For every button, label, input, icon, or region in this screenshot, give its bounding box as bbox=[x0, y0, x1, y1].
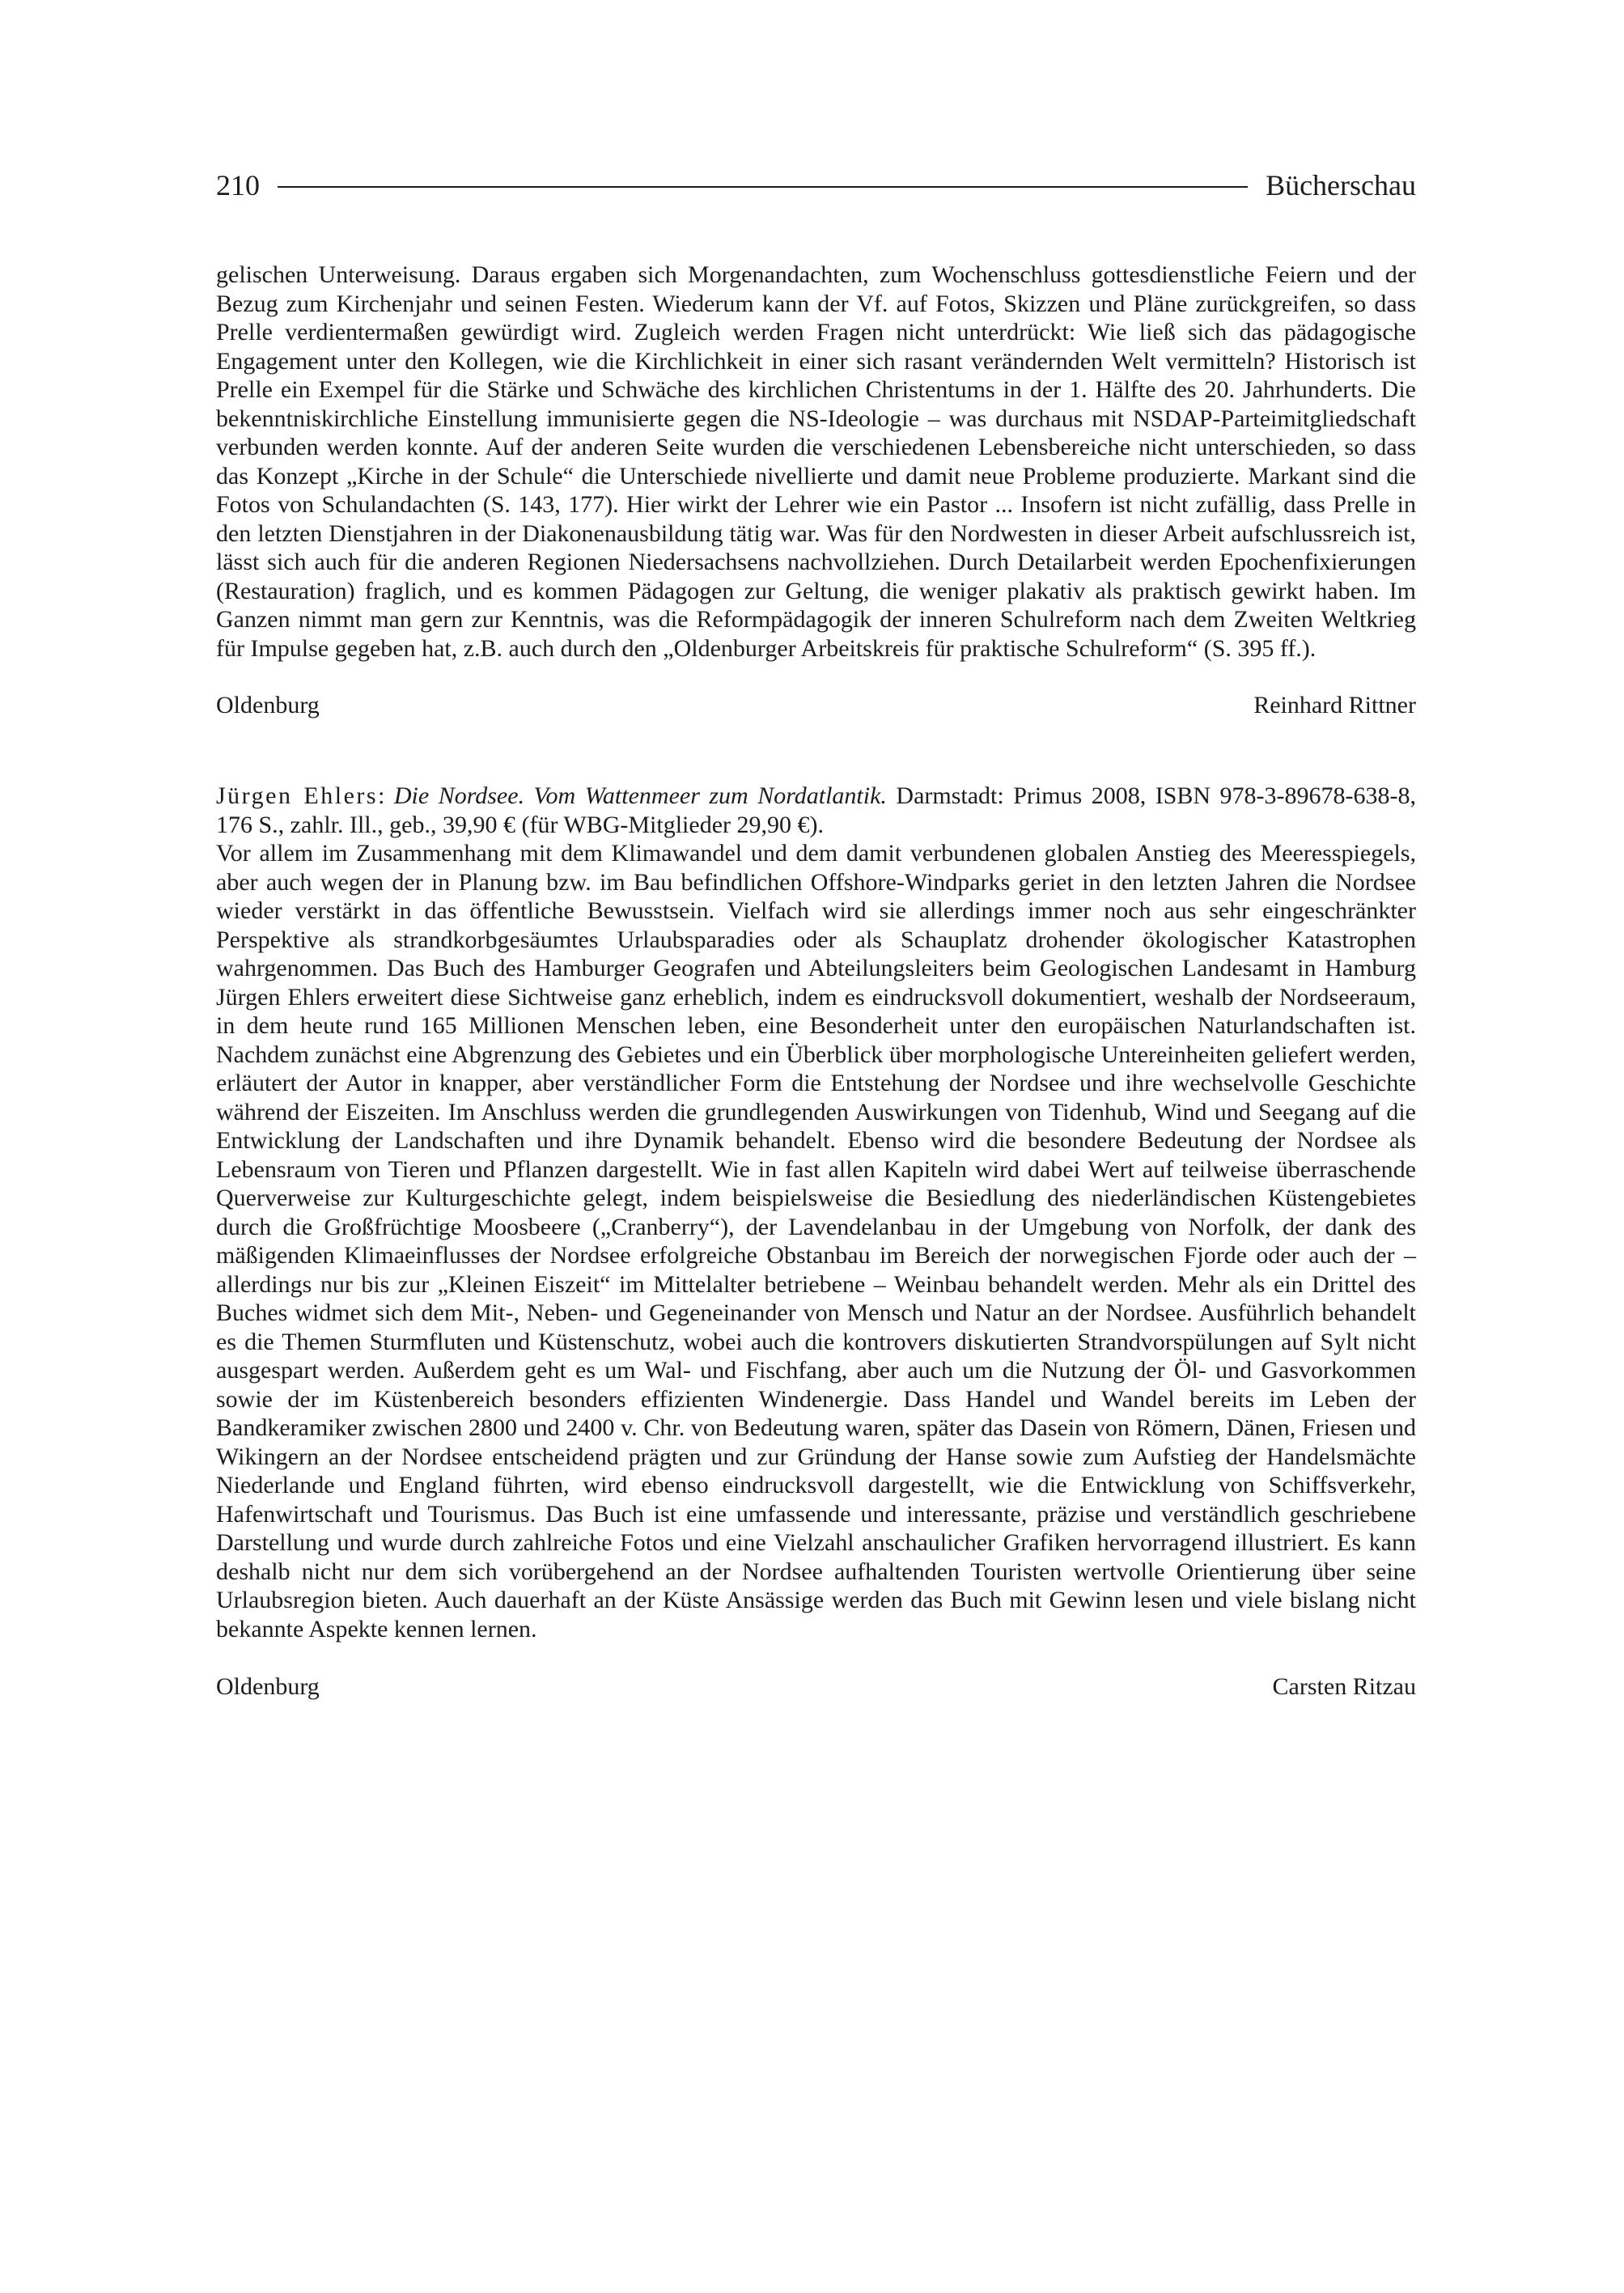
header-rule bbox=[278, 186, 1248, 188]
running-header bbox=[216, 165, 1416, 206]
review-2-signature bbox=[216, 1672, 1416, 1702]
review-2-bibliography: Jürgen Ehlers: Die Nordsee. Vom Wattenmeer zum Nordatlantik. Darmstadt: Primus 2008, ISBN 978-3-89678-638-8, 176 S., zahlr. Ill., geb., 39,90 € (für WBG-Mitglieder 29,90 €). bbox=[216, 782, 1416, 838]
review-2-book-details: Darmstadt: Primus 2008, ISBN 978-3-89678-638-8, 176 S., zahlr. Ill., geb., 39,90 € (für WBG-Mitglieder 29,90 €). bbox=[216, 782, 1416, 838]
review-2-reviewer: Carsten Ritzau bbox=[1272, 1673, 1416, 1700]
page-number: 210 bbox=[216, 169, 260, 201]
review-2-place: Oldenburg bbox=[216, 1673, 320, 1700]
review-2-text: Vor allem im Zusammenhang mit dem Klimawandel und dem damit verbundenen globalen Anstieg des Meeresspiegels, aber auch wegen der in Planung bzw. im Bau befindlichen Offshore-Windparks geriet in den letzten Jahren die Nordsee wieder verstärkt in das öffentliche Bewusstsein. Vielfach wird sie allerdings immer noch aus sehr eingeschränkter Perspektive als strandkorbgesäumtes Urlaubsparadies oder als Schauplatz drohender ökologischer Katastrophen wahrgenommen. Das Buch des Hamburger Geografen und Abteilungsleiters beim Geologischen Landesamt in Hamburg Jürgen Ehlers erweitert diese Sichtweise ganz erheblich, indem es eindrucksvoll dokumentiert, weshalb der Nordseeraum, in dem heute rund 165 Millionen Menschen leben, eine Besonderheit unter den europäischen Naturlandschaften ist. Nachdem zunächst eine Abgrenzung des Gebietes und ein Überblick über morphologische Untereinheiten geliefert werden, erläutert der Autor in knapper, aber verständlicher Form die Entstehung der Nordsee und ihre wechselvolle Geschichte während der Eiszeiten. Im Anschluss werden die grundlegenden Auswirkungen von Tidenhub, Wind und Seegang auf die Entwicklung der Landschaften und ihre Dynamik behandelt. Ebenso wird die besondere Bedeutung der Nordsee als Lebensraum von Tieren und Pflanzen dargestellt. Wie in fast allen Kapiteln wird dabei Wert auf teilweise überraschende Querverweise zur Kulturgeschichte gelegt, indem beispielsweise die Besiedlung des niederländischen Küstengebietes durch die Großfrüchtige Moosbeere („Cranberry“), der Lavendelanbau in der Umgebung von Norfolk, der dank des mäßigenden Klimaeinflusses der Nordsee erfolgreiche Obstanbau im Bereich der norwegischen Fjorde oder auch der – allerdings nur bis zur „Kleinen Eiszeit“ im Mittelalter betriebene – Weinbau behandelt werden. Mehr als ein Drittel des Buches widmet sich dem Mit-, Neben- und Gegeneinander von Mensch und Natur an der Nordsee. Ausführlich behandelt es die Themen Sturmfluten und Küstenschutz, wobei auch die kontrovers diskutierten Strandvorspülungen auf Sylt nicht ausgespart werden. Außerdem geht es um Wal- und Fischfang, aber auch um die Nutzung der Öl- und Gasvorkommen sowie der im Küstenbereich besonders effizienten Windenergie. Dass Handel und Wandel bereits im Leben der Bandkeramiker zwischen 2800 und 2400 v. Chr. von Bedeutung waren, später das Dasein von Römern, Dänen, Friesen und Wikingern an der Nordsee entscheidend prägten und zur Gründung der Hanse sowie zum Aufstieg der Handelsmächte Niederlande und England führten, wird ebenso eindrucksvoll dargestellt, wie die Entwicklung von Schiffsverkehr, Hafenwirtschaft und Tourismus. Das Buch ist eine umfassende und interessante, präzise und verständlich geschriebene Darstellung und wurde durch zahlreiche Fotos und eine Vielzahl anschaulicher Grafiken hervorragend illustriert. Es kann deshalb nicht nur dem sich vorübergehend an der Nordsee aufhaltenden Touristen wertvolle Orientierung über seine Urlaubsregion bieten. Auch dauerhaft an der Küste Ansässige werden das Buch mit Gewinn lesen und viele bislang nicht bekannte Aspekte kennen lernen. bbox=[216, 840, 1416, 1642]
review-2-author: Jürgen Ehlers bbox=[216, 782, 379, 809]
review-2-book-title: Die Nordsee. Vom Wattenmeer zum Nordatlantik. bbox=[393, 782, 887, 809]
review-1-reviewer: Reinhard Rittner bbox=[1253, 692, 1416, 718]
section-title: Bücherschau bbox=[1266, 169, 1416, 201]
review-1-text: gelischen Unterweisung. Daraus ergaben sich Morgenandachten, zum Wochenschluss gottesdienstliche Feiern und der Bezug zum Kirchenjahr und seinen Festen. Wiederum kann der Vf. auf Fotos, Skizzen und Pläne zurückgreifen, so dass Prelle verdientermaßen gewürdigt wird. Zugleich werden Fragen nicht unterdrückt: Wie ließ sich das pädagogische Engagement unter den Kollegen, wie die Kirchlichkeit in einer sich rasant verändernden Welt vermitteln? Historisch ist Prelle ein Exempel für die Stärke und Schwäche des kirchlichen Christentums in der 1. Hälfte des 20. Jahrhunderts. Die bekenntniskirchliche Einstellung immunisierte gegen die NS-Ideologie – was durchaus mit NSDAP-Parteimitgliedschaft verbunden werden konnte. Auf der anderen Seite wurden die verschiedenen Lebensbereiche nicht unterschieden, so dass das Konzept „Kirche in der Schule“ die Unterschiede nivellierte und damit neue Probleme produzierte. Markant sind die Fotos von Schulandachten (S. 143, 177). Hier wirkt der Lehrer wie ein Pastor ... Insofern ist nicht zufällig, dass Prelle in den letzten Dienstjahren in der Diakonenausbildung tätig war. Was für den Nordwesten in dieser Arbeit aufschlussreich ist, lässt sich auch für die anderen Regionen Niedersachsens nachvollziehen. Durch Detailarbeit werden Epochenfixierungen (Restauration) fraglich, und es kommen Pädagogen zur Geltung, die weniger plakativ als praktisch gewirkt haben. Im Ganzen nimmt man gern zur Kenntnis, was die Reformpädagogik der inneren Schulreform nach dem Zweiten Weltkrieg für Impulse gegeben hat, z.B. auch durch den „Oldenburger Arbeitskreis für praktische Schulreform“ (S. 395 ff.). bbox=[216, 261, 1416, 662]
page-body bbox=[216, 261, 1416, 1702]
review-1-signature bbox=[216, 691, 1416, 720]
review-1-place: Oldenburg bbox=[216, 692, 320, 718]
